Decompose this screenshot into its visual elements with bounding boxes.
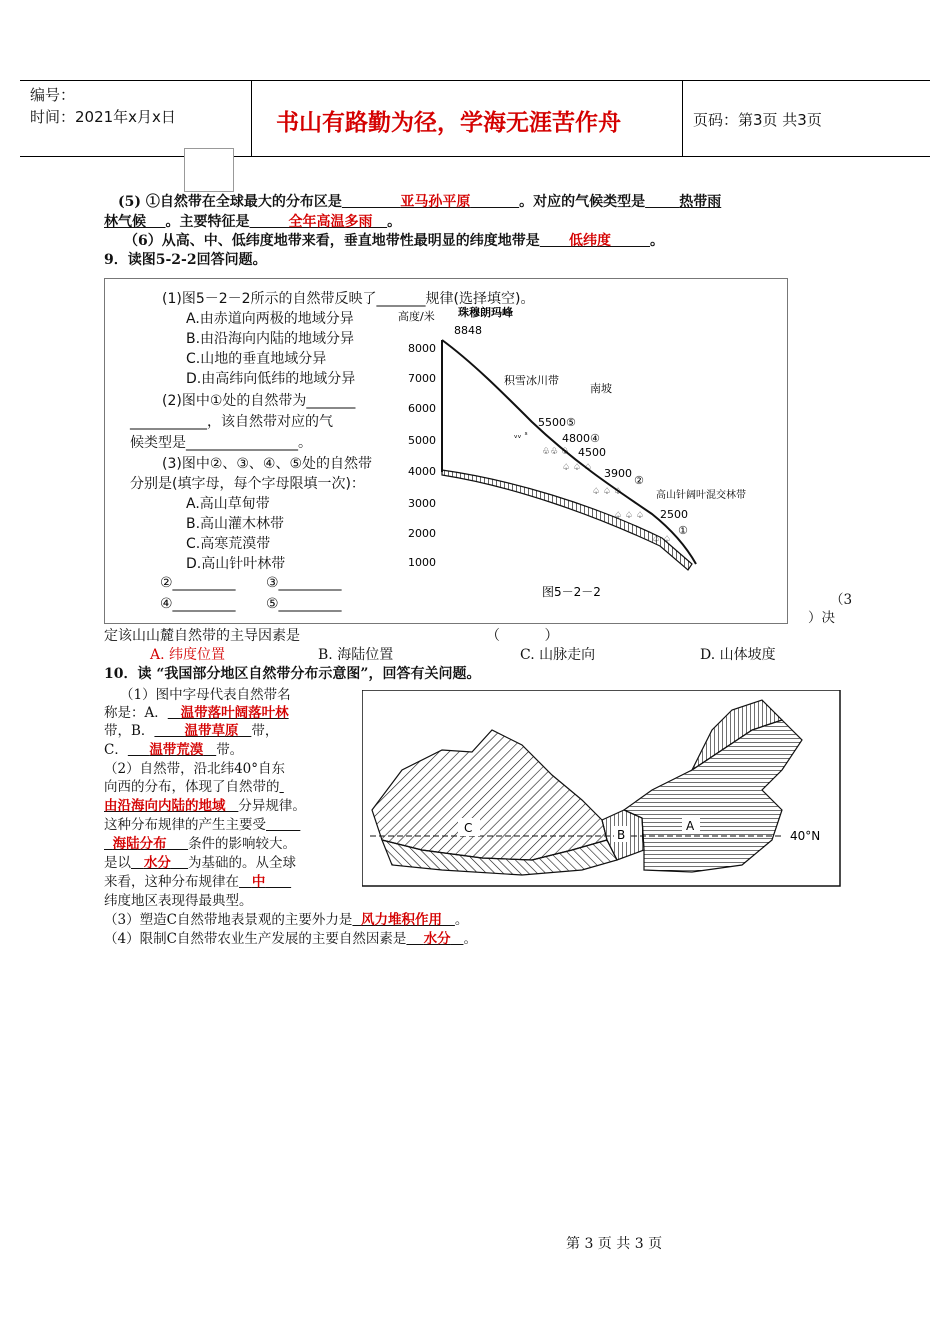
answer-condition: 海陆分布: [112, 836, 167, 852]
q9-sub3-b: 分别是(填字母，每个字母限填一次)：: [130, 476, 365, 492]
zone-ice-label: 积雪冰川带: [504, 374, 559, 387]
q9-sub1-opt-c: C.山地的垂直地域分异: [186, 351, 327, 367]
point-4800: 4800④: [562, 432, 600, 445]
q8-part6: （6）从高、中、低纬度地带来看，垂直地带性最明显的纬度地带是 低纬度 。: [124, 233, 664, 249]
label-c: C: [464, 821, 473, 835]
answer-factor: 水分: [423, 931, 451, 947]
q9-sub1-opt-a: A.由赤道向两极的地域分异: [186, 311, 354, 327]
veg-symbols-6: ♤ ♤: [652, 535, 671, 545]
south-slope-label: 南坡: [590, 382, 612, 395]
ytick-8000: 8000: [408, 342, 436, 355]
mountain-profile-figure: [392, 282, 784, 618]
q10-line7: 由沿海向内陆的地域 分异规律。: [104, 798, 306, 814]
q9-sub3-opt-b: B.高山灌木林带: [186, 516, 285, 532]
answer-c: 温带荒漠: [149, 742, 204, 758]
blank-box: [184, 148, 234, 192]
y-axis-title: 高度/米: [398, 310, 435, 323]
ytick-1000: 1000: [408, 556, 436, 569]
peak-name: 珠穆朗玛峰: [458, 306, 513, 319]
ytick-6000: 6000: [408, 402, 436, 415]
q10-line2: 称是：A． 温带落叶阔落叶林: [104, 705, 289, 721]
q9-title: 9．读图5-2-2回答问题。: [104, 252, 267, 268]
q9-sub3-a: (3)图中②、③、④、⑤处的自然带: [162, 456, 373, 472]
q9-sub2-b: ___________，该自然带对应的气: [130, 414, 333, 430]
q10-line11: 来看，这种分布规律在 中: [104, 874, 266, 890]
q9-sub3-question: 定该山山麓自然带的主导因素是: [104, 628, 300, 644]
veg-symbols-4: ♤ ♤ ♤: [592, 487, 622, 497]
label-a: A: [686, 819, 695, 833]
point-5500: 5500⑤: [538, 416, 576, 429]
q10-line10: 是以 水分 为基础的。从全球: [104, 855, 297, 871]
point-1: ①: [678, 524, 688, 537]
china-zone-map: [362, 690, 842, 888]
veg-symbols-1: ᵥᵥ ˢ: [514, 431, 528, 441]
q9-blank-2: ②_________: [160, 575, 236, 591]
q9-blank-5: ⑤_________: [266, 596, 342, 612]
veg-symbols-2: ♧♧ ♧: [542, 447, 570, 457]
label-b: B: [617, 828, 626, 842]
plateau-base-hatched: [442, 470, 692, 570]
ytick-4000: 4000: [408, 465, 436, 478]
veg-symbols-5: ♤ ♤ ♤: [614, 511, 644, 521]
q9-sub1: (1)图5－2－2所示的自然带反映了_______规律(选择填空)。: [162, 291, 535, 307]
q8-part5-line2: 林气候 。主要特征是 全年高温多雨 。: [104, 214, 402, 230]
q9-sub1-opt-b: B.由沿海向内陆的地域分异: [186, 331, 355, 347]
ytick-2000: 2000: [408, 527, 436, 540]
forest-zone-label: 高山针阔叶混交林带: [656, 490, 746, 501]
date-label: 时间：2021年x月x日: [30, 108, 176, 126]
q10-line6: 向西的分布，体现了自然带的: [104, 779, 280, 795]
answer-water: 水分: [143, 855, 171, 871]
answer-law: 由沿海向内陆的地域: [104, 798, 226, 814]
peak-height: 8848: [454, 324, 482, 337]
page-footer: 第 3 页 共 3 页: [566, 1236, 663, 1252]
q9-sub3-tail: ）决: [808, 610, 835, 626]
point-3900: 3900: [604, 467, 632, 480]
q10-line9: 海陆分布 条件的影响较大。: [112, 836, 297, 852]
q10-line14: （4）限制C自然带农业生产发展的主要自然因素是 水分 。: [104, 931, 477, 947]
q10-line5: （2）自然带，沿北纬40°自东: [104, 761, 286, 777]
ytick-5000: 5000: [408, 434, 436, 447]
veg-symbols-3: ♤ ♤ ♤: [562, 463, 592, 473]
q9-sub3-opt-c: C.高寒荒漠带: [186, 536, 271, 552]
serial-number-label: 编号：: [30, 86, 76, 104]
answer-force: 风力堆积作用: [361, 912, 443, 928]
ytick-7000: 7000: [408, 372, 436, 385]
q8-part5-line1: (5) ①自然带在全球最大的分布区是 亚马孙平原 。对应的气候类型是 热带雨: [118, 194, 722, 210]
choice-b: B. 海陆位置: [318, 647, 394, 663]
q10-line12: 纬度地区表现得最典型。: [104, 893, 253, 909]
figure-caption: 图5－2－2: [542, 585, 601, 599]
page-info-label: 页码：第3页 共3页: [693, 111, 822, 129]
choice-c: C. 山脉走向: [520, 647, 596, 663]
label-40n: 40°N: [790, 829, 821, 843]
q10-line1: （1）图中字母代表自然带名: [120, 687, 291, 703]
q10-line13: （3）塑造C自然带地表景观的主要外力是 风力堆积作用 。: [104, 912, 469, 928]
answer-b: 温带草原: [184, 723, 239, 739]
motto-title: 书山有路勤为径，学海无涯苦作舟: [276, 110, 621, 136]
q9-blank-4: ④_________: [160, 596, 236, 612]
point-2: ②: [634, 474, 644, 487]
q9-sub2-a: (2)图中①处的自然带为_______: [162, 393, 356, 409]
q9-sub2-c: 候类型是________________。: [130, 435, 312, 451]
answer-a: 温带落叶阔落叶林: [180, 705, 289, 721]
q10-line8: 这种分布规律的产生主要受: [104, 817, 266, 833]
q9-sub3-number: （3: [830, 592, 853, 608]
answer-low-latitude: 低纬度: [569, 233, 611, 249]
q10-line3: 带，B． 温带草原 带，: [104, 723, 279, 739]
choice-d: D. 山体坡度: [700, 647, 776, 663]
q9-sub1-opt-d: D.由高纬向低纬的地域分异: [186, 371, 356, 387]
q10-line4: C． 温带荒漠 带。: [104, 742, 244, 758]
point-4500: 4500: [578, 446, 606, 459]
point-2500: 2500: [660, 508, 688, 521]
q9-sub3-paren: （ ）: [486, 628, 559, 644]
q9-sub3-opt-d: D.高山针叶林带: [186, 556, 286, 572]
choice-a: A. 纬度位置: [150, 647, 226, 663]
answer-amazon: 亚马孙平原: [400, 194, 471, 210]
q9-blank-3: ③_________: [266, 575, 342, 591]
q9-sub3-opt-a: A.高山草甸带: [186, 496, 270, 512]
answer-climate-feature: 全年高温多雨: [288, 214, 373, 230]
answer-mid: 中: [251, 874, 266, 890]
q10-title: 10．读 “我国部分地区自然带分布示意图”，回答有关问题。: [104, 666, 481, 682]
ytick-3000: 3000: [408, 497, 436, 510]
